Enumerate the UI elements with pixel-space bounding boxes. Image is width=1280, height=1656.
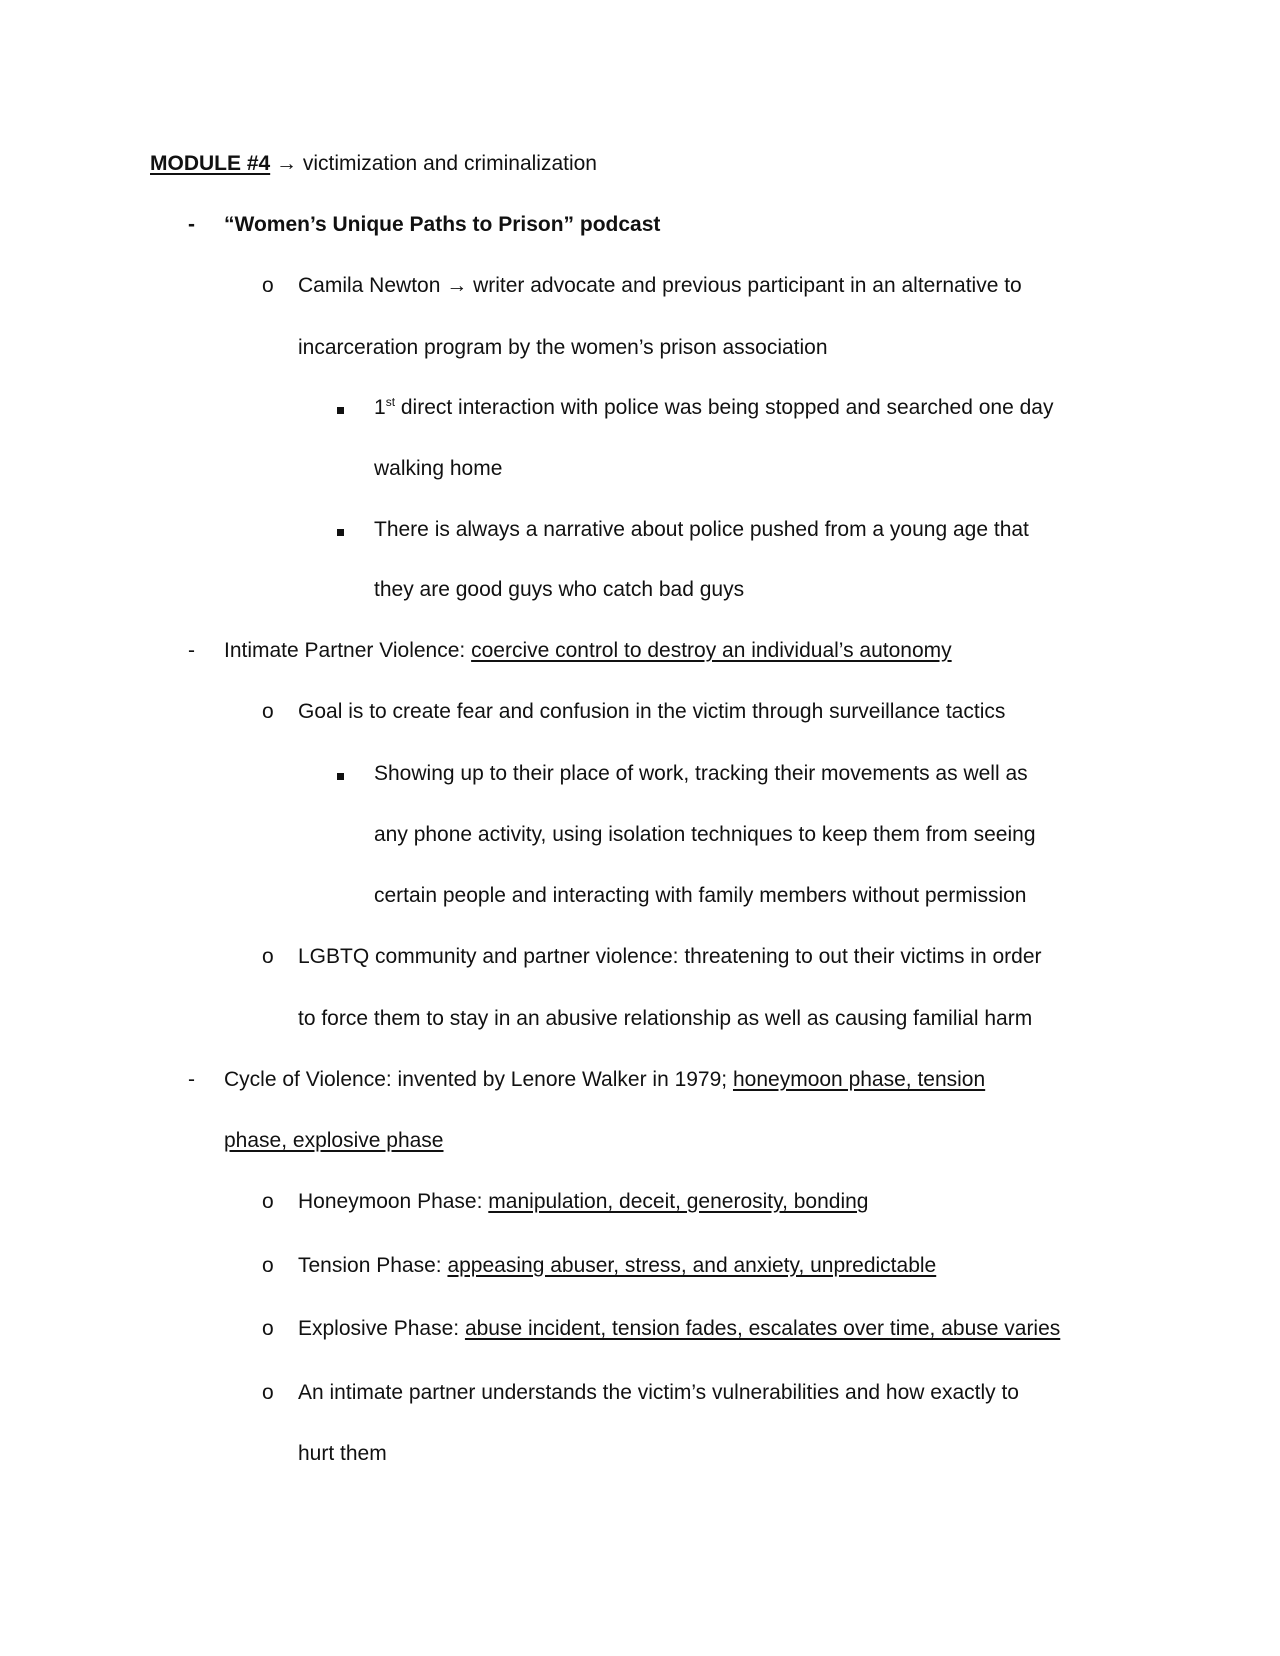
dash-bullet: - — [188, 639, 195, 662]
square-bullet-icon — [337, 394, 344, 422]
circle-bullet: o — [262, 1254, 274, 1277]
circle-bullet: o — [262, 1381, 274, 1404]
phase-name: Honeymoon Phase: — [298, 1190, 483, 1213]
list-item-continuation: incarceration program by the women’s prison association — [298, 336, 828, 359]
circle-bullet: o — [262, 274, 274, 297]
section-title-prefix: Intimate Partner Violence: — [224, 639, 466, 662]
sub-list-item-continuation: walking home — [374, 457, 503, 480]
sub-list-item-continuation: certain people and interacting with family members without permission — [374, 884, 1027, 907]
dash-bullet: - — [188, 213, 195, 236]
list-item-continuation: to force them to stay in an abusive relationship as well as causing familial harm — [298, 1007, 1033, 1030]
phase-name: Tension Phase: — [298, 1254, 442, 1277]
phase-traits: manipulation, deceit, generosity, bonding — [488, 1190, 869, 1213]
list-item — [298, 1252, 936, 1280]
sub-list-item-text: direct interaction with police was being stopped and searched one day — [400, 396, 1054, 419]
section-title — [224, 1066, 985, 1094]
list-item: Goal is to create fear and confusion in the victim through surveillance tactics — [298, 700, 1006, 723]
square-bullet-icon — [337, 760, 344, 788]
list-item-continuation: hurt them — [298, 1442, 387, 1465]
phase-traits: abuse incident, tension fades, escalates over time, abuse varies — [464, 1317, 1061, 1340]
circle-bullet: o — [262, 1317, 274, 1340]
sub-list-item: Showing up to their place of work, tracking their movements as well as — [374, 762, 1028, 785]
square-bullet-icon — [337, 516, 344, 544]
list-item — [298, 272, 1022, 300]
ordinal-number: 1 — [374, 396, 386, 419]
section-definition-continuation: phase, explosive phase — [224, 1129, 444, 1152]
section-definition: honeymoon phase, tension — [732, 1068, 986, 1091]
podcast-title: “Women’s Unique Paths to Prison” podcast — [224, 213, 661, 236]
list-item — [298, 1315, 1060, 1343]
sub-list-item: There is always a narrative about police pushed from a young age that — [374, 518, 1029, 541]
sub-list-item — [374, 394, 1053, 422]
circle-bullet: o — [262, 700, 274, 723]
dash-bullet: - — [188, 1068, 195, 1091]
section-title — [224, 637, 952, 665]
circle-bullet: o — [262, 945, 274, 968]
module-label: MODULE #4 — [150, 152, 271, 175]
module-title: victimization and criminalization — [302, 152, 597, 175]
phase-name: Explosive Phase: — [298, 1317, 460, 1340]
ordinal-suffix: st — [385, 395, 396, 409]
list-item — [298, 1188, 869, 1216]
module-heading — [150, 150, 597, 178]
sub-list-item-continuation: they are good guys who catch bad guys — [374, 578, 745, 601]
arrow-icon: → — [446, 274, 468, 297]
list-item: An intimate partner understands the victim’s vulnerabilities and how exactly to — [298, 1381, 1019, 1404]
person-name: Camila Newton — [298, 274, 441, 297]
list-item: LGBTQ community and partner violence: threatening to out their victims in order — [298, 945, 1042, 968]
section-title-prefix: Cycle of Violence: invented by Lenore Walker in 1979; — [224, 1068, 728, 1091]
sub-list-item-continuation: any phone activity, using isolation techniques to keep them from seeing — [374, 823, 1036, 846]
circle-bullet: o — [262, 1190, 274, 1213]
section-definition: coercive control to destroy an individual’s autonomy — [471, 639, 952, 662]
arrow-icon: → — [276, 152, 298, 175]
list-item-text: writer advocate and previous participant in an alternative to — [473, 274, 1022, 297]
phase-traits: appeasing abuser, stress, and anxiety, unpredictable — [447, 1254, 937, 1277]
